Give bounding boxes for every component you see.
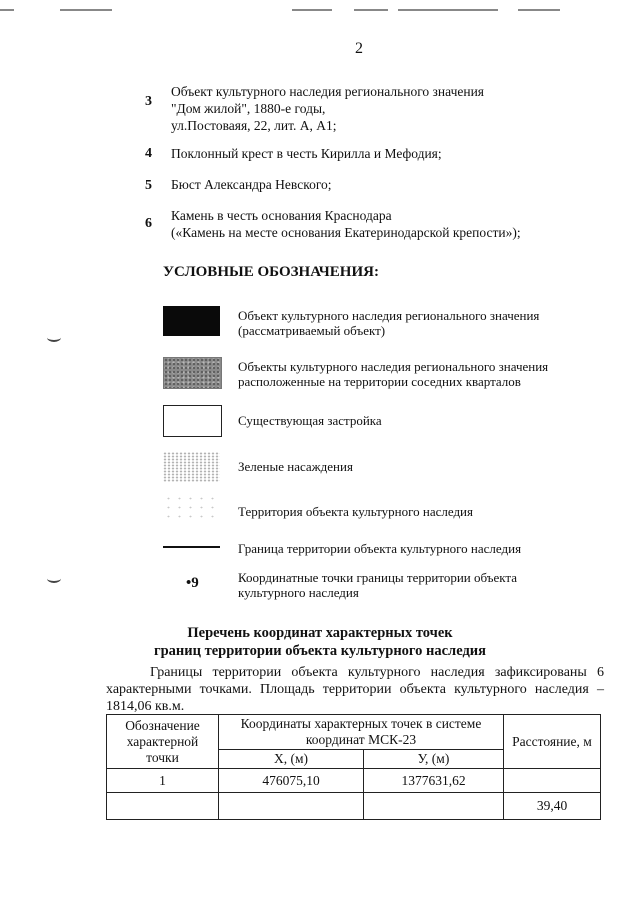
- legend-point-marker: [186, 575, 199, 592]
- legend-line: Координатные точки границы территории объекта: [238, 570, 518, 585]
- cell-distance: [504, 769, 601, 793]
- header-distance: Расстояние, м: [504, 715, 601, 769]
- legend-label: [238, 359, 548, 389]
- header-y: У, (м): [364, 750, 504, 769]
- legend-swatch-black: [163, 306, 220, 336]
- section-heading: [0, 624, 640, 660]
- cell-y: [364, 793, 504, 820]
- cell-point: 1: [107, 769, 219, 793]
- legend-line: Объекты культурного наследия регионального значения: [238, 359, 549, 374]
- scan-top-rule: [354, 9, 388, 11]
- page-number: 2: [355, 40, 363, 57]
- scan-top-rule: [398, 9, 498, 11]
- cell-distance: 39,40: [504, 793, 601, 820]
- item-number: 4: [145, 146, 152, 161]
- cell-point: [107, 793, 219, 820]
- legend-label: Зеленые насаждения: [238, 459, 353, 474]
- legend-line: (рассматриваемый объект): [238, 323, 386, 338]
- legend-line: культурного наследия: [238, 585, 359, 600]
- legend-swatch-territory: [163, 494, 220, 524]
- table-row: [107, 769, 601, 793]
- dot-icon: •: [186, 575, 192, 591]
- cell-x: 476075,10: [219, 769, 364, 793]
- item-text: Поклонный крест в честь Кирилла и Мефодия;: [171, 146, 442, 161]
- body-paragraph: [106, 664, 604, 715]
- item-line: Объект культурного наследия регионального значения: [171, 84, 485, 99]
- coordinates-table: [106, 714, 601, 820]
- legend-label: Существующая застройка: [238, 413, 382, 428]
- legend-line: расположенные на территории соседних кварталов: [238, 374, 521, 389]
- legend-label: Граница территории объекта культурного наследия: [238, 541, 522, 556]
- table-header-row: [107, 715, 601, 750]
- cell-x: [219, 793, 364, 820]
- legend-label: [238, 570, 517, 600]
- legend-swatch-greenery: [163, 452, 220, 482]
- binding-hole-mark: [47, 574, 61, 583]
- item-text: [171, 207, 521, 241]
- item-line: («Камень на месте основания Екатеринодарской крепости»);: [171, 225, 521, 240]
- item-text: [171, 83, 484, 134]
- scan-top-rule: [292, 9, 332, 11]
- legend-swatch-gray: [163, 357, 222, 389]
- point-number: 9: [191, 575, 199, 591]
- item-number: 6: [145, 216, 152, 231]
- item-line: ул.Постоваяя, 22, лит. А, А1;: [171, 118, 337, 133]
- item-number: 5: [145, 178, 152, 193]
- item-line: Камень в честь основания Краснодара: [171, 208, 392, 223]
- legend-line: Объект культурного наследия регионального значения: [238, 308, 540, 323]
- legend-label: Территория объекта культурного наследия: [238, 504, 473, 519]
- item-number: 3: [145, 94, 152, 109]
- scan-top-rule: [518, 9, 560, 11]
- heading-line: Перечень координат характерных точек: [187, 625, 453, 641]
- item-text: Бюст Александра Невского;: [171, 177, 332, 192]
- legend-title: УСЛОВНЫЕ ОБОЗНАЧЕНИЯ:: [163, 264, 379, 280]
- cell-y: 1377631,62: [364, 769, 504, 793]
- table-row: [107, 793, 601, 820]
- legend-boundary-line: [163, 546, 220, 548]
- header-point: Обозначение характерной точки: [107, 715, 219, 769]
- header-x: X, (м): [219, 750, 364, 769]
- item-line: "Дом жилой", 1880-е годы,: [171, 101, 326, 116]
- heading-line: границ территории объекта культурного наследия: [154, 643, 486, 659]
- binding-hole-mark: [47, 333, 61, 342]
- header-coords: Координаты характерных точек в системе координат МСК-23: [219, 715, 504, 750]
- scan-top-rule: [60, 9, 112, 11]
- scan-top-rule: [0, 9, 14, 11]
- legend-swatch-outline: [163, 405, 222, 437]
- paragraph-text: Границы территории объекта культурного наследия зафиксированы 6 характерными точками. Площадь территории объекта культурного наследия – 1814,06 кв.м.: [106, 665, 604, 714]
- legend-label: [238, 308, 539, 338]
